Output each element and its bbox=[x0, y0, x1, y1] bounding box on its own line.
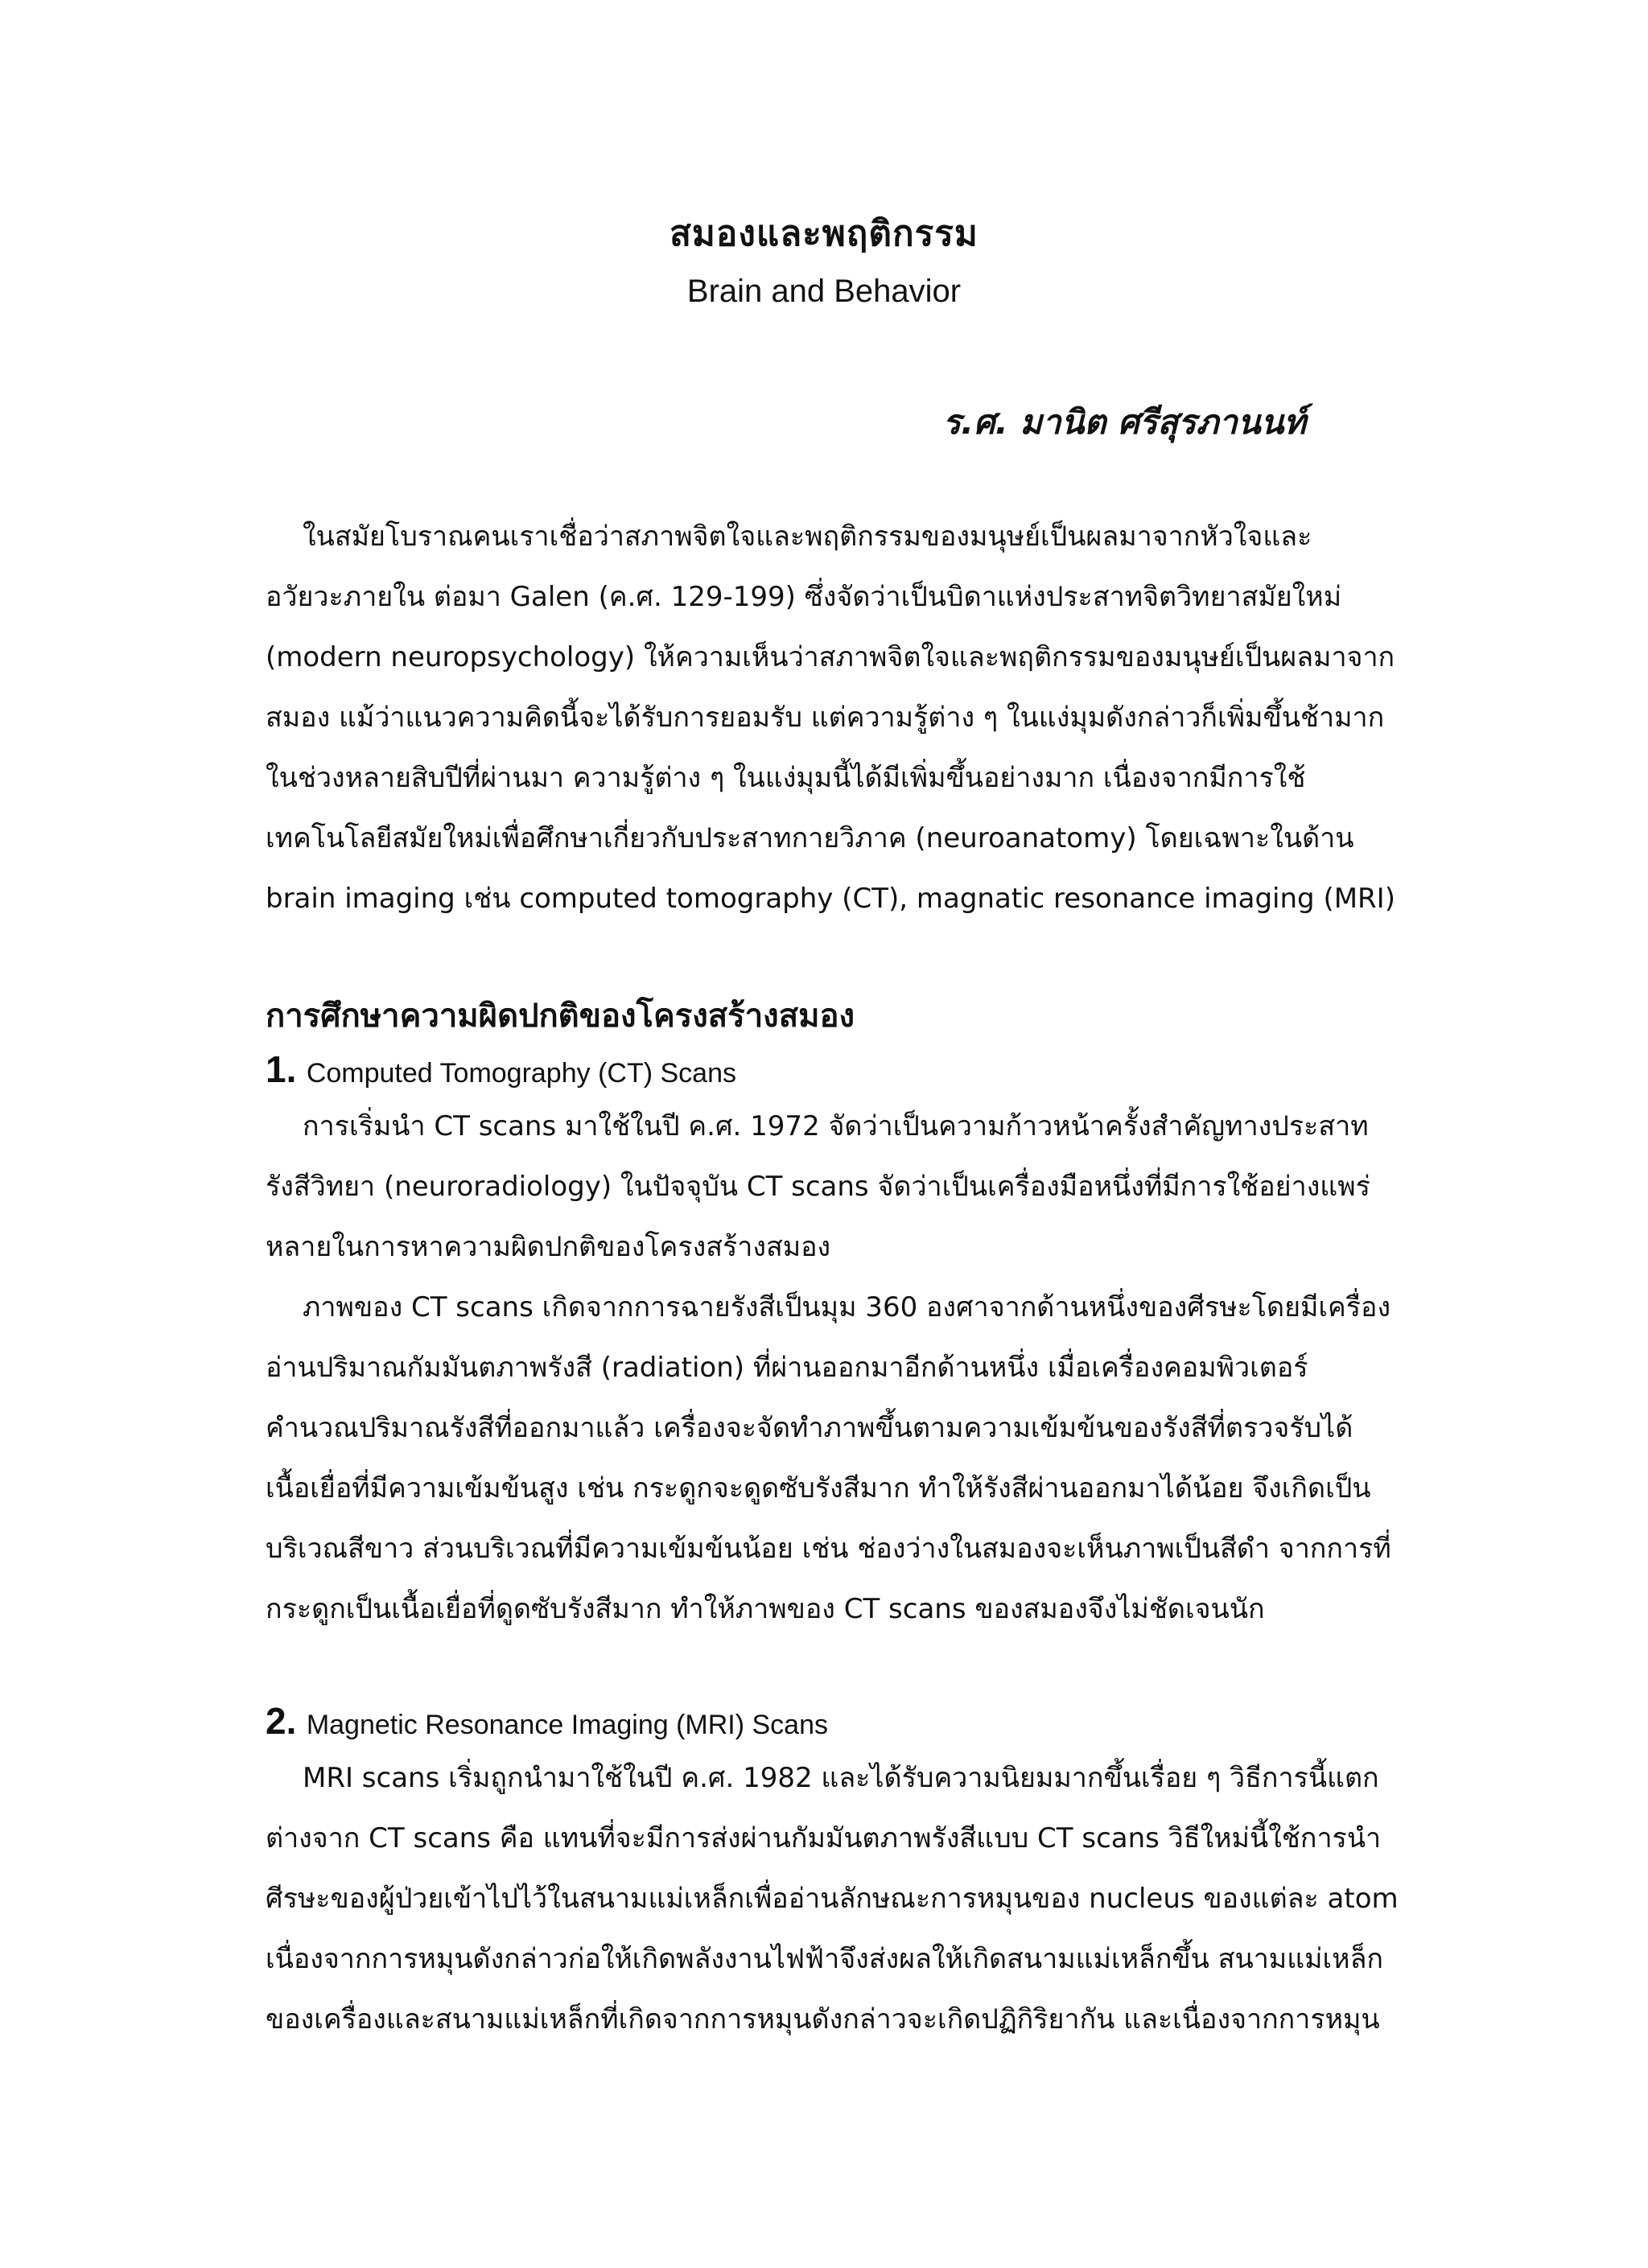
paragraph-line: ต่างจาก CT scans คือ แทนที่จะมีการส่งผ่านกัมมันตภาพรังสีแบบ CT scans วิธีใหม่นี้ใช้การนำ bbox=[266, 1822, 1382, 1854]
paragraph-line: หลายในการหาความผิดปกติของโครงสร้างสมอง bbox=[266, 1231, 831, 1263]
paragraph-line: ในสมัยโบราณคนเราเชื่อว่าสภาพจิตใจและพฤติกรรมของมนุษย์เป็นผลมาจากหัวใจและ bbox=[303, 521, 1312, 553]
paragraph-line: รังสีวิทยา (neuroradiology) ในปัจจุบัน CT scans จัดว่าเป็นเครื่องมือหนึ่งที่มีการใช้อย่างแพร่ bbox=[266, 1171, 1370, 1203]
subheading-label: Magnetic Resonance Imaging (MRI) Scans bbox=[306, 1710, 829, 1740]
paragraph-line: เนื้อเยื่อที่มีความเข้มข้นสูง เช่น กระดูกจะดูดซับรังสีมาก ทำให้รังสีผ่านออกมาได้น้อย จึงเกิดเป็น bbox=[266, 1472, 1371, 1504]
title-english: Brain and Behavior bbox=[686, 274, 962, 309]
paragraph-line: อ่านปริมาณกัมมันตภาพรังสี (radiation) ที่ผ่านออกมาอีกด้านหนึ่ง เมื่อเครื่องคอมพิวเตอร์ bbox=[266, 1352, 1308, 1384]
paragraph-line: (modern neuropsychology) ให้ความเห็นว่าสภาพจิตใจและพฤติกรรมของมนุษย์เป็นผลมาจาก bbox=[266, 641, 1395, 673]
author-name: ร.ศ. มานิต ศรีสุรภานนท์ bbox=[942, 402, 1306, 442]
paragraph-line: สมอง แม้ว่าแนวความคิดนี้จะได้รับการยอมรับ แต่ความรู้ต่าง ๆ ในแง่มุมดังกล่าวก็เพิ่มขึ้นช้ามาก bbox=[266, 702, 1385, 734]
title-thai: สมองและพฤติกรรม bbox=[670, 213, 978, 254]
paragraph-line: การเริ่มนำ CT scans มาใช้ในปี ค.ศ. 1972 จัดว่าเป็นความก้าวหน้าครั้งสำคัญทางประสาท bbox=[303, 1110, 1369, 1142]
subheading-label: Computed Tomography (CT) Scans bbox=[306, 1058, 736, 1089]
paragraph-line: กระดูกเป็นเนื้อเยื่อที่ดูดซับรังสีมาก ทำให้ภาพของ CT scans ของสมองจึงไม่ชัดเจนนัก bbox=[266, 1593, 1265, 1625]
subheading-number: 1. bbox=[266, 1048, 297, 1090]
paragraph-line: บริเวณสีขาว ส่วนบริเวณที่มีความเข้มข้นน้อย เช่น ช่องว่างในสมองจะเห็นภาพเป็นสีดำ จากการที่ bbox=[266, 1533, 1391, 1565]
paragraph-line: ของเครื่องและสนามแม่เหล็กที่เกิดจากการหมุนดังกล่าวจะเกิดปฏิกิริยากัน และเนื่องจากการหมุน bbox=[266, 2003, 1380, 2035]
subheading-mri bbox=[266, 1699, 828, 1743]
paragraph-line: คำนวณปริมาณรังสีที่ออกมาแล้ว เครื่องจะจัดทำภาพขึ้นตามความเข้มข้นของรังสีที่ตรวจรับได้ bbox=[266, 1412, 1353, 1444]
paragraph-line: อวัยวะภายใน ต่อมา Galen (ค.ศ. 129-199) ซึ่งจัดว่าเป็นบิดาแห่งประสาทจิตวิทยาสมัยใหม่ bbox=[266, 581, 1342, 613]
subheading-number: 2. bbox=[266, 1700, 297, 1742]
paragraph-line: ภาพของ CT scans เกิดจากการฉายรังสีเป็นมุม 360 องศาจากด้านหนึ่งของศีรษะโดยมีเครื่อง bbox=[303, 1291, 1391, 1323]
section-heading: การศึกษาความผิดปกติของโครงสร้างสมอง bbox=[266, 998, 855, 1035]
paragraph-line: MRI scans เริ่มถูกนำมาใช้ในปี ค.ศ. 1982 และได้รับความนิยมมากขึ้นเรื่อย ๆ วิธีการนี้แตก bbox=[303, 1762, 1379, 1794]
paragraph-line: เนื่องจากการหมุนดังกล่าวก่อให้เกิดพลังงานไฟฟ้าจึงส่งผลให้เกิดสนามแม่เหล็กขึ้น สนามแม่เหล็ก bbox=[266, 1943, 1383, 1975]
paragraph-line: ศีรษะของผู้ป่วยเข้าไปไว้ในสนามแม่เหล็กเพื่ออ่านลักษณะการหมุนของ nucleus ของแต่ละ atom bbox=[266, 1883, 1399, 1915]
subheading-ct bbox=[266, 1048, 736, 1091]
paragraph-line: เทคโนโลยีสมัยใหม่เพื่อศึกษาเกี่ยวกับประสาทกายวิภาค (neuroanatomy) โดยเฉพาะในด้าน bbox=[266, 822, 1354, 854]
paragraph-line: ในช่วงหลายสิบปีที่ผ่านมา ความรู้ต่าง ๆ ในแง่มุมนี้ได้มีเพิ่มขึ้นอย่างมาก เนื่องจากมีการใช้ bbox=[266, 762, 1306, 794]
paragraph-line: brain imaging เช่น computed tomography (CT), magnatic resonance imaging (MRI) bbox=[266, 883, 1395, 915]
